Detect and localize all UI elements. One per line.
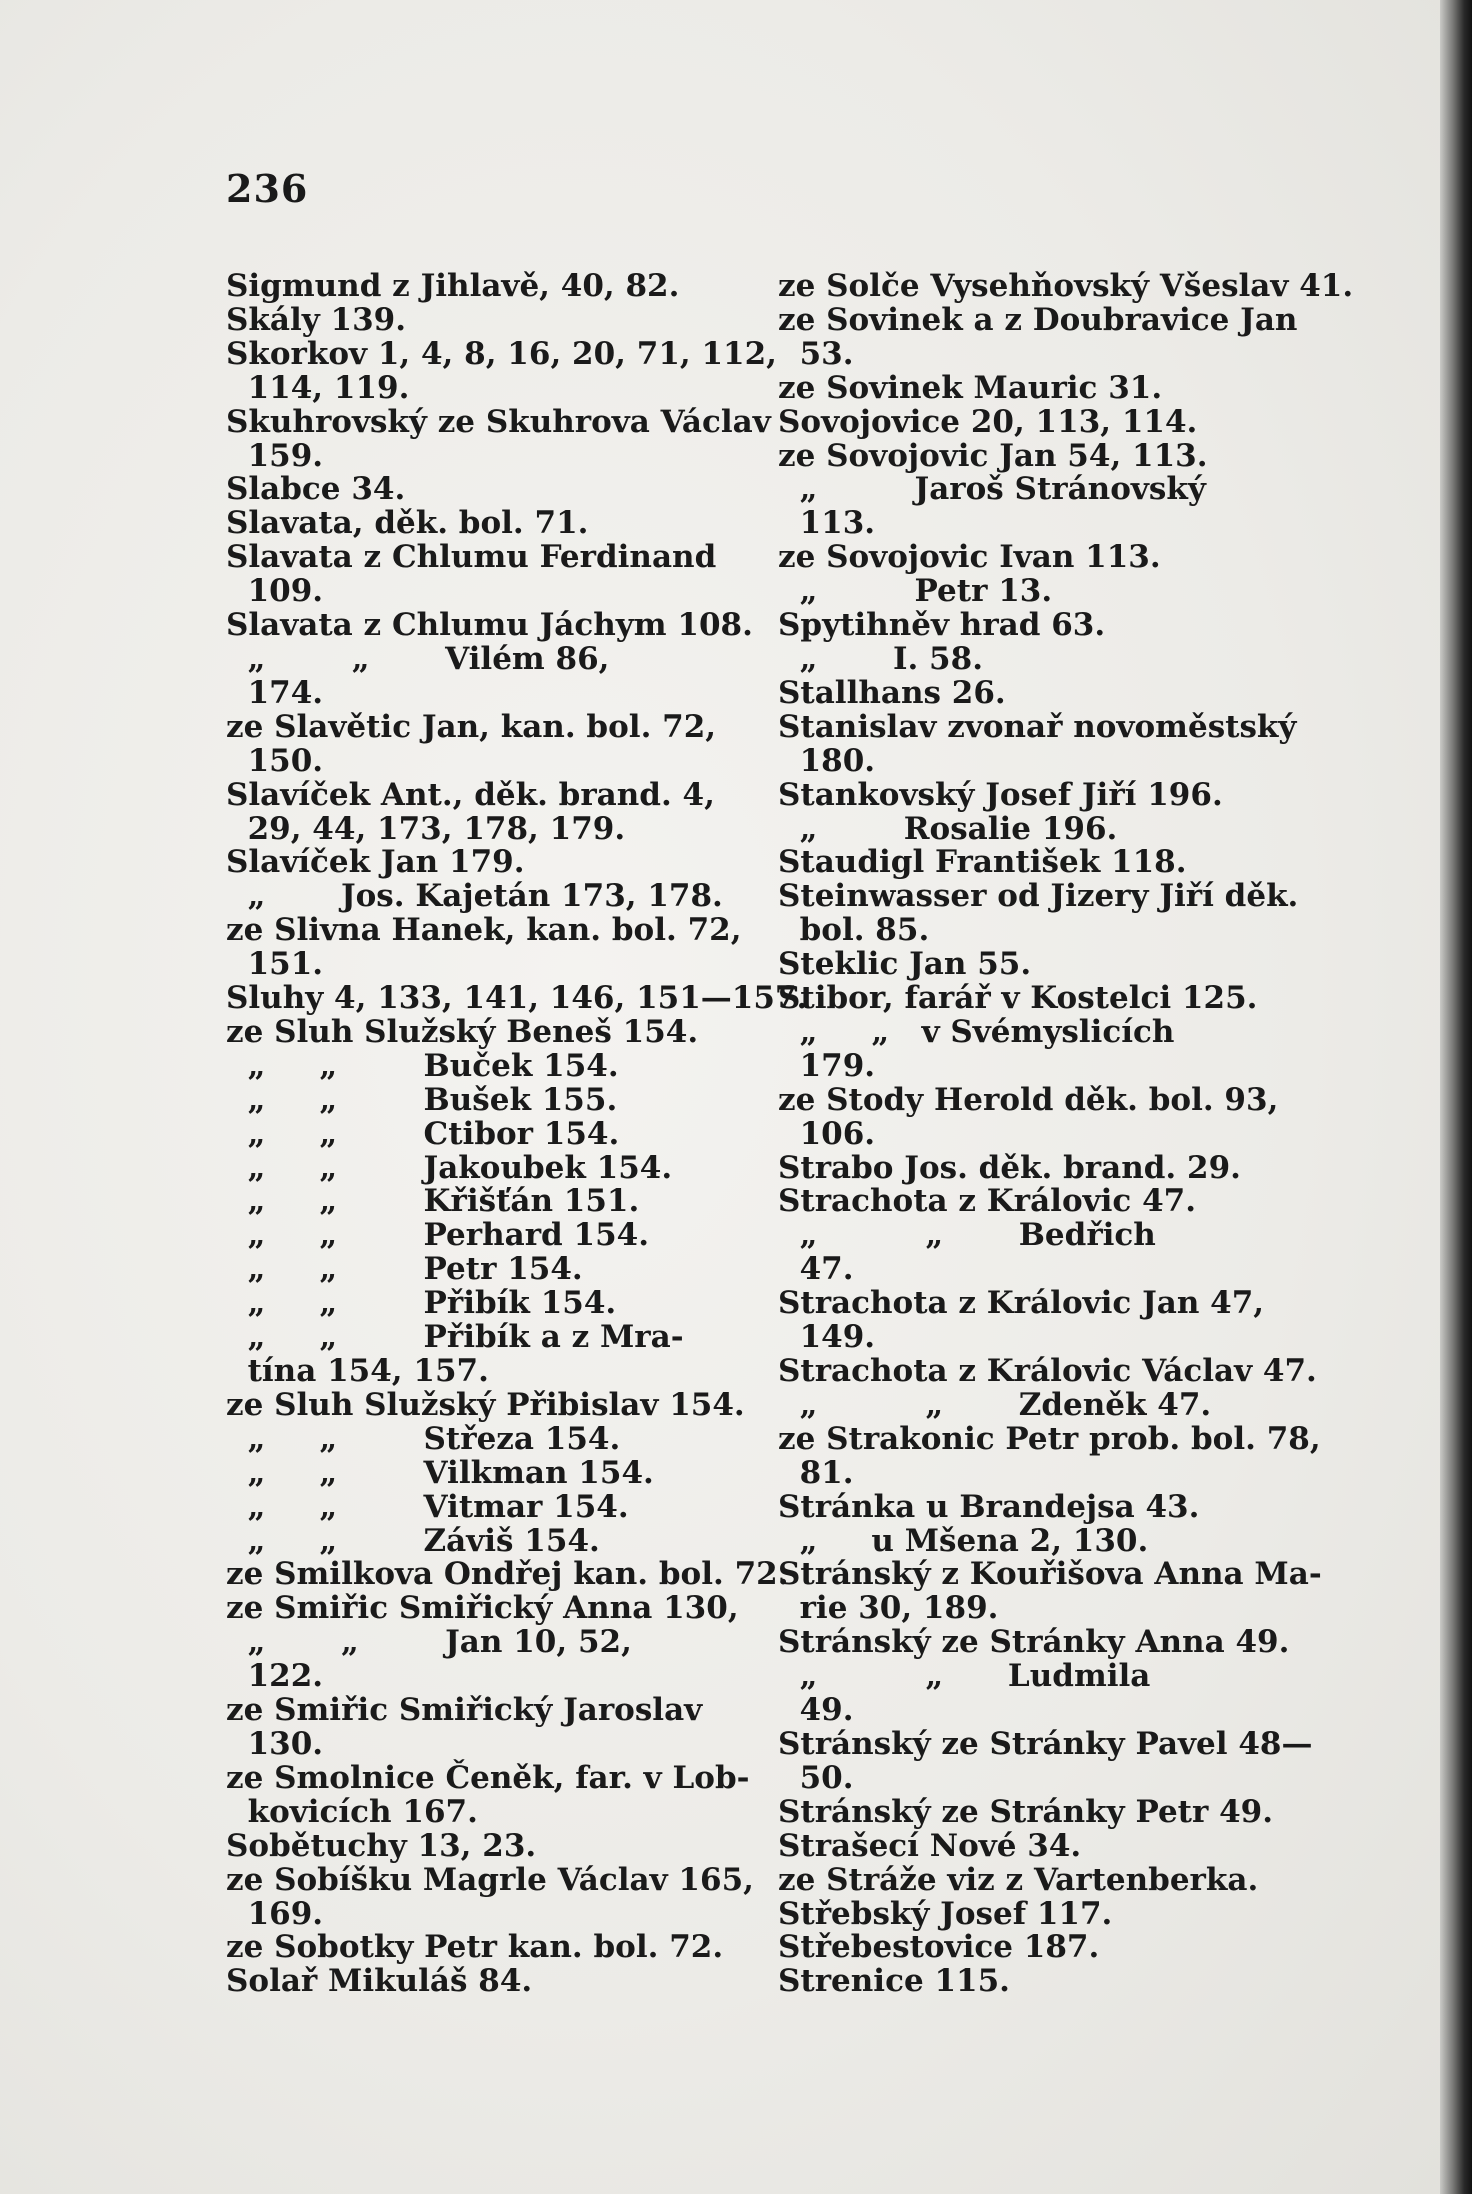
- index-entry: Slavíček Ant., děk. brand. 4,: [226, 776, 715, 813]
- index-entry: „ „ Jakoubek 154.: [226, 1149, 673, 1186]
- index-entry: Solař Mikuláš 84.: [226, 1963, 533, 2000]
- index-entry: bol. 85.: [778, 912, 930, 949]
- index-entry: „ u Mšena 2, 130.: [778, 1522, 1149, 1559]
- index-entry: „ Jaroš Stránovský: [778, 471, 1206, 508]
- index-entry: 174.: [226, 674, 324, 711]
- index-entry: Skorkov 1, 4, 8, 16, 20, 71, 112,: [226, 335, 777, 372]
- index-entry: „ „ Bušek 155.: [226, 1081, 618, 1118]
- index-entry: „ „ v Svémyslicích: [778, 1013, 1175, 1050]
- index-entry: ze Strakonic Petr prob. bol. 78,: [778, 1420, 1321, 1457]
- index-entry: „ „ Bedřich: [778, 1217, 1156, 1254]
- index-entry: Slavata z Chlumu Jáchym 108.: [226, 607, 753, 644]
- index-entry: Strenice 115.: [778, 1963, 1010, 2000]
- index-entry: ze Sluh Služský Beneš 154.: [226, 1013, 699, 1050]
- index-entry: Stránský ze Stránky Anna 49.: [778, 1624, 1290, 1661]
- index-entry: „ „ Vilém 86,: [226, 640, 610, 677]
- index-entry: 179.: [778, 1047, 876, 1084]
- index-entry: ze Smilkova Ondřej kan. bol. 72.: [226, 1556, 789, 1593]
- index-entry: Spytihněv hrad 63.: [778, 607, 1106, 644]
- index-entry: Sigmund z Jihlavě, 40, 82.: [226, 268, 680, 304]
- left-index-column: [226, 268, 808, 2000]
- index-entry: Stallhans 26.: [778, 674, 1006, 711]
- index-entry: Steinwasser od Jizery Jiří děk.: [778, 878, 1299, 915]
- index-entry: ze Sluh Služský Přibislav 154.: [226, 1386, 745, 1423]
- index-entry: „ Petr 13.: [778, 573, 1053, 610]
- index-entry: „ „ Vilkman 154.: [226, 1454, 654, 1491]
- index-entry: ze Sovojovic Jan 54, 113.: [778, 437, 1208, 474]
- index-entry: 53.: [778, 335, 854, 372]
- index-entry: Steklic Jan 55.: [778, 946, 1032, 983]
- index-entry: ze Stody Herold děk. bol. 93,: [778, 1081, 1279, 1118]
- index-entry: „ „ Zdeněk 47.: [778, 1386, 1212, 1423]
- index-entry: 180.: [778, 742, 876, 779]
- index-entry: Stránka u Brandejsa 43.: [778, 1488, 1200, 1525]
- index-entry: ze Sobotky Petr kan. bol. 72.: [226, 1929, 724, 1966]
- index-entry: 114, 119.: [226, 369, 410, 406]
- index-entry: ze Sobíšku Magrle Václav 165,: [226, 1861, 754, 1898]
- index-entry: Strachota z Královic Jan 47,: [778, 1285, 1265, 1322]
- index-entry: ze Slivna Hanek, kan. bol. 72,: [226, 912, 742, 949]
- index-entry: 149.: [778, 1319, 876, 1356]
- index-entry: 159.: [226, 437, 324, 474]
- index-entry: „ Jos. Kajetán 173, 178.: [226, 878, 723, 915]
- index-entry: 49.: [778, 1692, 854, 1729]
- index-entry: Strachota z Královic Václav 47.: [778, 1353, 1317, 1389]
- index-entry: „ „ Buček 154.: [226, 1047, 619, 1084]
- index-entry: „ I. 58.: [778, 640, 983, 677]
- index-entry: Stránský ze Stránky Pavel 48—: [778, 1725, 1313, 1762]
- index-entry: 113.: [778, 505, 876, 542]
- index-entry: 169.: [226, 1895, 324, 1932]
- index-entry: 29, 44, 173, 178, 179.: [226, 810, 626, 847]
- index-entry: Střebestovice 187.: [778, 1929, 1100, 1966]
- index-entry: 151.: [226, 946, 324, 983]
- index-entry: 130.: [226, 1725, 324, 1762]
- index-entry: Skály 139.: [226, 301, 407, 338]
- index-entry: ze Sovinek a z Doubravice Jan: [778, 301, 1298, 338]
- index-entry: Slavata z Chlumu Ferdinand: [226, 539, 717, 576]
- index-entry: „ „ Střeza 154.: [226, 1420, 621, 1457]
- index-entry: „ Rosalie 196.: [778, 810, 1118, 847]
- index-entry: Sovojovice 20, 113, 114.: [778, 403, 1198, 440]
- index-entry: ze Sovojovic Ivan 113.: [778, 539, 1161, 576]
- index-entry: Stránský ze Stránky Petr 49.: [778, 1793, 1274, 1830]
- index-entry: ze Sovinek Mauric 31.: [778, 369, 1163, 406]
- index-entry: Stankovský Josef Jiří 196.: [778, 776, 1223, 813]
- index-entry: ze Solče Vysehňovský Všeslav 41.: [778, 268, 1354, 304]
- index-entry: „ „ Záviš 154.: [226, 1522, 600, 1559]
- index-entry: 47.: [778, 1251, 854, 1288]
- index-entry: Sluhy 4, 133, 141, 146, 151—157.: [226, 980, 808, 1017]
- index-entry: Strabo Jos. děk. brand. 29.: [778, 1149, 1241, 1186]
- index-entry: rie 30, 189.: [778, 1590, 999, 1627]
- index-entry: „ „ Ctibor 154.: [226, 1115, 620, 1152]
- page-number: 236: [226, 166, 309, 211]
- index-entry: „ „ Petr 154.: [226, 1251, 583, 1288]
- index-entry: Strachota z Královic 47.: [778, 1183, 1197, 1220]
- binding-shadow: [1440, 0, 1472, 2194]
- index-entry: Slavíček Jan 179.: [226, 844, 525, 881]
- index-entry: 109.: [226, 573, 324, 610]
- index-entry: „ „ Vitmar 154.: [226, 1488, 629, 1525]
- index-entry: „ „ Křišťán 151.: [226, 1183, 640, 1220]
- index-entry: „ „ Přibík a z Mra-: [226, 1319, 684, 1356]
- index-entry: Staudigl František 118.: [778, 844, 1187, 881]
- index-entry: 106.: [778, 1115, 876, 1152]
- index-entry: „ „ Jan 10, 52,: [226, 1624, 632, 1661]
- index-entry: 150.: [226, 742, 324, 779]
- index-entry: ze Slavětic Jan, kan. bol. 72,: [226, 708, 717, 745]
- index-entry: 122.: [226, 1658, 324, 1695]
- index-entry: Strašecí Nové 34.: [778, 1827, 1082, 1864]
- index-entry: kovicích 167.: [226, 1793, 478, 1830]
- index-entry: 81.: [778, 1454, 854, 1491]
- index-entry: Slavata, děk. bol. 71.: [226, 505, 589, 542]
- index-entry: tína 154, 157.: [226, 1353, 489, 1389]
- index-entry: „ „ Perhard 154.: [226, 1217, 650, 1254]
- index-entry: ze Smiřic Smiřický Jaroslav: [226, 1692, 703, 1729]
- index-entry: „ „ Přibík 154.: [226, 1285, 617, 1322]
- index-entry: ze Smiřic Smiřický Anna 130,: [226, 1590, 739, 1627]
- index-entry: Sobětuchy 13, 23.: [226, 1827, 537, 1864]
- index-entry: Stanislav zvonař novoměstský: [778, 708, 1297, 745]
- index-entry: Stránský z Kouřišova Anna Ma-: [778, 1556, 1322, 1593]
- index-entry: 50.: [778, 1759, 854, 1796]
- right-index-column: [778, 268, 1354, 2000]
- index-entry: ze Smolnice Čeněk, far. v Lob-: [226, 1759, 750, 1796]
- index-entry: Střebský Josef 117.: [778, 1895, 1113, 1932]
- index-entry: Slabce 34.: [226, 471, 406, 508]
- index-entry: Skuhrovský ze Skuhrova Václav: [226, 403, 771, 440]
- index-entry: ze Stráže viz z Vartenberka.: [778, 1861, 1259, 1898]
- index-entry: Stibor, farář v Kostelci 125.: [778, 980, 1258, 1017]
- index-entry: „ „ Ludmila: [778, 1658, 1151, 1695]
